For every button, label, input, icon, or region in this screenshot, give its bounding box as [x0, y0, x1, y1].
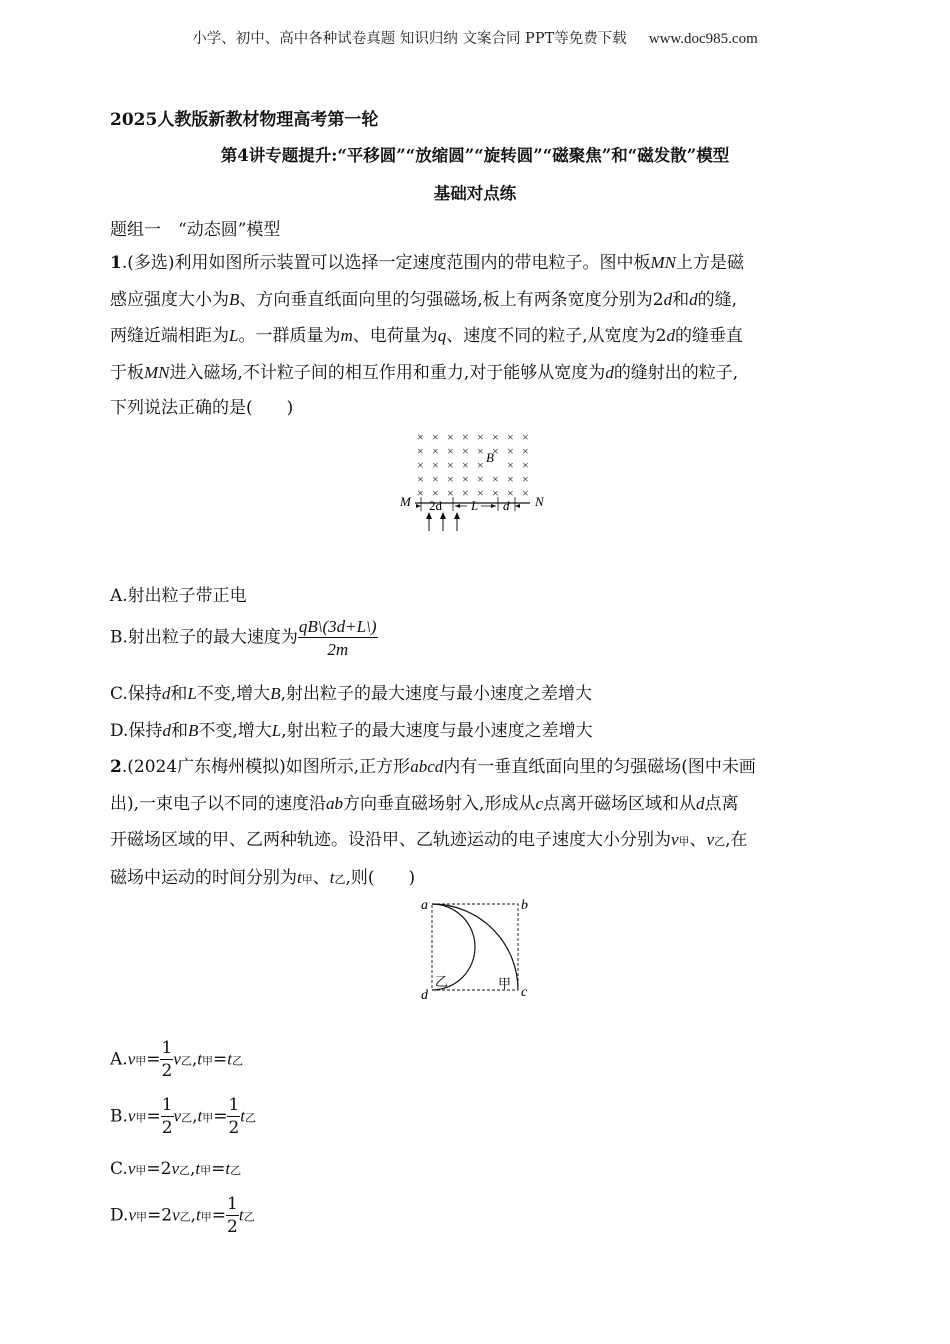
field-cross: × — [507, 458, 514, 472]
field-cross: × — [507, 486, 514, 500]
q1-option-D[interactable]: D.保持d和B不变,增大L,射出粒子的最大速度与最小速度之差增大 — [110, 721, 593, 741]
field-cross: × — [492, 472, 499, 486]
field-cross: × — [447, 472, 454, 486]
label-M: M — [400, 494, 411, 509]
site-header — [0, 27, 950, 48]
group-heading: 题组一 “动态圆”模型 — [110, 220, 281, 240]
field-cross: × — [417, 458, 424, 472]
field-crosses — [417, 430, 529, 500]
field-cross: × — [477, 458, 484, 472]
lecture-title: 第4讲专题提升:“平移圆”“放缩圆”“旋转圆”“磁聚焦”和“磁发散”模型 — [220, 146, 730, 165]
label-2d: 2d — [429, 498, 442, 513]
label-L: L — [471, 498, 479, 513]
field-cross: × — [432, 458, 439, 472]
q2-option-A[interactable]: A.v甲= $\frac{1}{2}$ v乙,t甲=t乙 — [110, 1038, 243, 1081]
label-d: d — [503, 498, 510, 513]
field-cross: × — [432, 486, 439, 500]
q2-option-C[interactable]: C.v甲=2v乙,t甲=t乙 — [110, 1159, 242, 1179]
field-cross: × — [462, 458, 469, 472]
field-cross: × — [417, 444, 424, 458]
q1-option-A[interactable]: A.射出粒子带正电 — [110, 586, 247, 606]
question-1-text: 1.(多选)利用如图所示装置可以选择一定速度范围内的带电粒子。图中板MN上方是磁 感应强度大小为B、方向垂直纸面向里的匀强磁场,板上有两条宽度分别为2d和d的缝, 两缝近端相距为L。一群质量为m、电荷量为q、速度不同的粒子,从宽度为2d的缝垂直 于板MN进入磁场,不计粒子间的相互作用和重力,对于能够从宽度为d的缝射出的粒子, 下列说法正确的是( ) — [110, 253, 745, 418]
field-cross: × — [477, 472, 484, 486]
header-text: 小学、初中、高中各种试卷真题 知识归纳 文案合同 PPT等免费下载 — [192, 31, 627, 47]
field-cross: × — [447, 486, 454, 500]
q1-option-C[interactable]: C.保持d和L不变,增大B,射出粒子的最大速度与最小速度之差增大 — [110, 684, 592, 704]
question-2-text: 2.(2024广东梅州模拟)如图所示,正方形abcd内有一垂直纸面向里的匀强磁场(图中未画 出),一束电子以不同的速度沿ab方向垂直磁场射入,形成从c点离开磁场区域和从d点离 开磁场区域的甲、乙两种轨迹。设沿甲、乙轨迹运动的电子速度大小分别为v甲、v乙,在 磁场中运动的时间分别为t甲、t乙,则( ) — [110, 757, 756, 888]
field-cross: × — [522, 472, 529, 486]
field-cross: × — [522, 444, 529, 458]
q2-option-D[interactable]: D.v甲=2v乙,t甲= $\frac{1}{2}$ t乙 — [110, 1194, 255, 1237]
field-cross: × — [477, 430, 484, 444]
field-cross: × — [462, 444, 469, 458]
field-cross: × — [522, 486, 529, 500]
trajectory-diagram — [415, 895, 540, 1005]
field-cross: × — [447, 458, 454, 472]
label-yi: 乙 — [435, 974, 449, 989]
field-cross: × — [522, 458, 529, 472]
header-url[interactable]: www.doc985.com — [648, 31, 758, 47]
field-cross: × — [432, 444, 439, 458]
field-cross: × — [447, 444, 454, 458]
square-field-figure — [415, 895, 540, 1009]
field-cross: × — [492, 430, 499, 444]
field-cross: × — [462, 472, 469, 486]
field-diagram — [395, 425, 565, 535]
label-B: B — [486, 450, 494, 465]
field-cross: × — [522, 430, 529, 444]
q2-option-B[interactable]: B.v甲= $\frac{1}{2}$ v乙,t甲= $\frac{1}{2}$ t乙 — [110, 1095, 257, 1138]
field-cross: × — [447, 430, 454, 444]
field-cross: × — [462, 430, 469, 444]
corner-d: d — [421, 988, 428, 1003]
label-jia: 甲 — [498, 976, 512, 991]
field-cross: × — [507, 472, 514, 486]
field-cross: × — [417, 486, 424, 500]
q1-option-B[interactable]: B.射出粒子的最大速度为 $\frac{qB\backslash(3d+L\backslash)}{2m}$ — [110, 617, 377, 659]
corner-b: b — [521, 898, 528, 913]
field-cross: × — [462, 486, 469, 500]
q2-number: 2 — [110, 757, 122, 777]
max-speed-fraction: $\frac{qB\backslash(3d+L\backslash)}{2m}$ — [298, 617, 377, 659]
q1-number: 1 — [110, 253, 122, 273]
field-cross: × — [507, 444, 514, 458]
field-cross: × — [477, 444, 484, 458]
corner-a: a — [421, 898, 428, 913]
field-cross: × — [417, 430, 424, 444]
corner-c: c — [521, 985, 528, 1000]
field-cross: × — [492, 444, 499, 458]
book-title: 2025人教版新教材物理高考第一轮 — [110, 110, 379, 130]
field-cross: × — [492, 486, 499, 500]
magnetic-field-figure — [395, 425, 565, 539]
section-title: 基础对点练 — [433, 184, 517, 203]
field-cross: × — [432, 430, 439, 444]
field-cross: × — [432, 472, 439, 486]
field-cross: × — [417, 472, 424, 486]
field-cross: × — [477, 486, 484, 500]
label-N: N — [535, 494, 544, 509]
field-cross: × — [507, 430, 514, 444]
